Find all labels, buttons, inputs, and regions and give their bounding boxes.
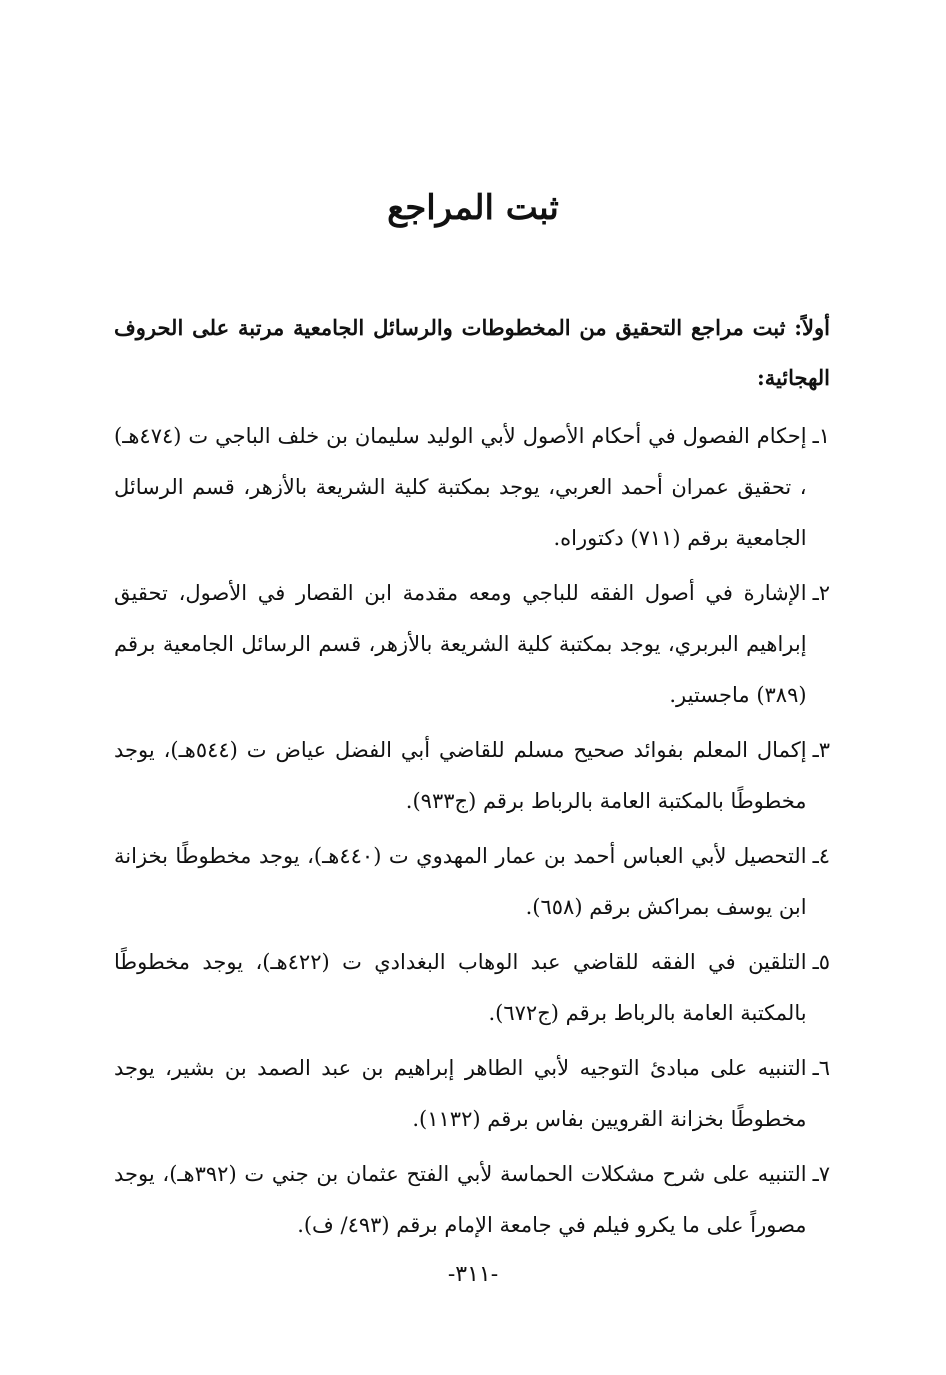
reference-number: ٧ـ <box>812 1162 830 1186</box>
section-intro-heading: أولاً: ثبت مراجع التحقيق من المخطوطات والرسائل الجامعية مرتبة على الحروف الهجائية: <box>114 315 830 390</box>
reference-entry-4 <box>114 831 830 933</box>
reference-entry-5 <box>114 937 830 1039</box>
reference-entry-6 <box>114 1043 830 1145</box>
reference-number: ٣ـ <box>812 738 830 762</box>
reference-text: الإشارة في أصول الفقه للباجي ومعه مقدمة ابن القصار في الأصول، تحقيق إبراهيم البربري، يوجد بمكتبة كلية الشريعة بالأزهر، قسم الرسائل الجامعية برقم (٣٨٩) ماجستير. <box>114 581 807 707</box>
reference-entry-2 <box>114 568 830 721</box>
reference-text: إكمال المعلم بفوائد صحيح مسلم للقاضي أبي الفضل عياض ت (٥٤٤هـ)، يوجد مخطوطًا بالمكتبة العامة بالرباط برقم (ج٩٣٣). <box>114 738 807 813</box>
reference-number: ٥ـ <box>812 950 830 974</box>
reference-number: ٦ـ <box>812 1056 830 1080</box>
reference-number: ٤ـ <box>812 844 830 868</box>
page-number: -٣١١- <box>447 1262 499 1287</box>
reference-entry-3 <box>114 725 830 827</box>
reference-text: التنبيه على مبادئ التوجيه لأبي الطاهر إبراهيم بن عبد الصمد بن بشير، يوجد مخطوطًا بخزانة القرويين بفاس برقم (١١٣٢). <box>114 1056 807 1131</box>
reference-number: ٢ـ <box>812 581 830 605</box>
reference-text: التنبيه على شرح مشكلات الحماسة لأبي الفتح عثمان بن جني ت (٣٩٢هـ)، يوجد مصوراً على ما يكرو فيلم في جامعة الإمام برقم (٤٩٣/ ف). <box>114 1162 807 1237</box>
reference-text: إحكام الفصول في أحكام الأصول لأبي الوليد سليمان بن خلف الباجي ت (٤٧٤هـ) ، تحقيق عمران أحمد العربي، يوجد بمكتبة كلية الشريعة بالأزهر، قسم الرسائل الجامعية برقم (٧١١) دكتوراه. <box>114 424 807 550</box>
reference-number: ١ـ <box>812 424 830 448</box>
reference-entry-7 <box>114 1149 830 1251</box>
reference-text: التلقين في الفقه للقاضي عبد الوهاب البغدادي ت (٤٢٢هـ)، يوجد مخطوطًا بالمكتبة العامة بالرباط برقم (ج٦٧٢). <box>114 950 807 1025</box>
references-section <box>114 303 830 1255</box>
reference-entry-1 <box>114 411 830 564</box>
reference-text: التحصيل لأبي العباس أحمد بن عمار المهدوي ت (٤٤٠هـ)، يوجد مخطوطًا بخزانة ابن يوسف بمراكش برقم (٦٥٨). <box>114 844 807 919</box>
page-title: ثبت المراجع <box>387 188 559 228</box>
